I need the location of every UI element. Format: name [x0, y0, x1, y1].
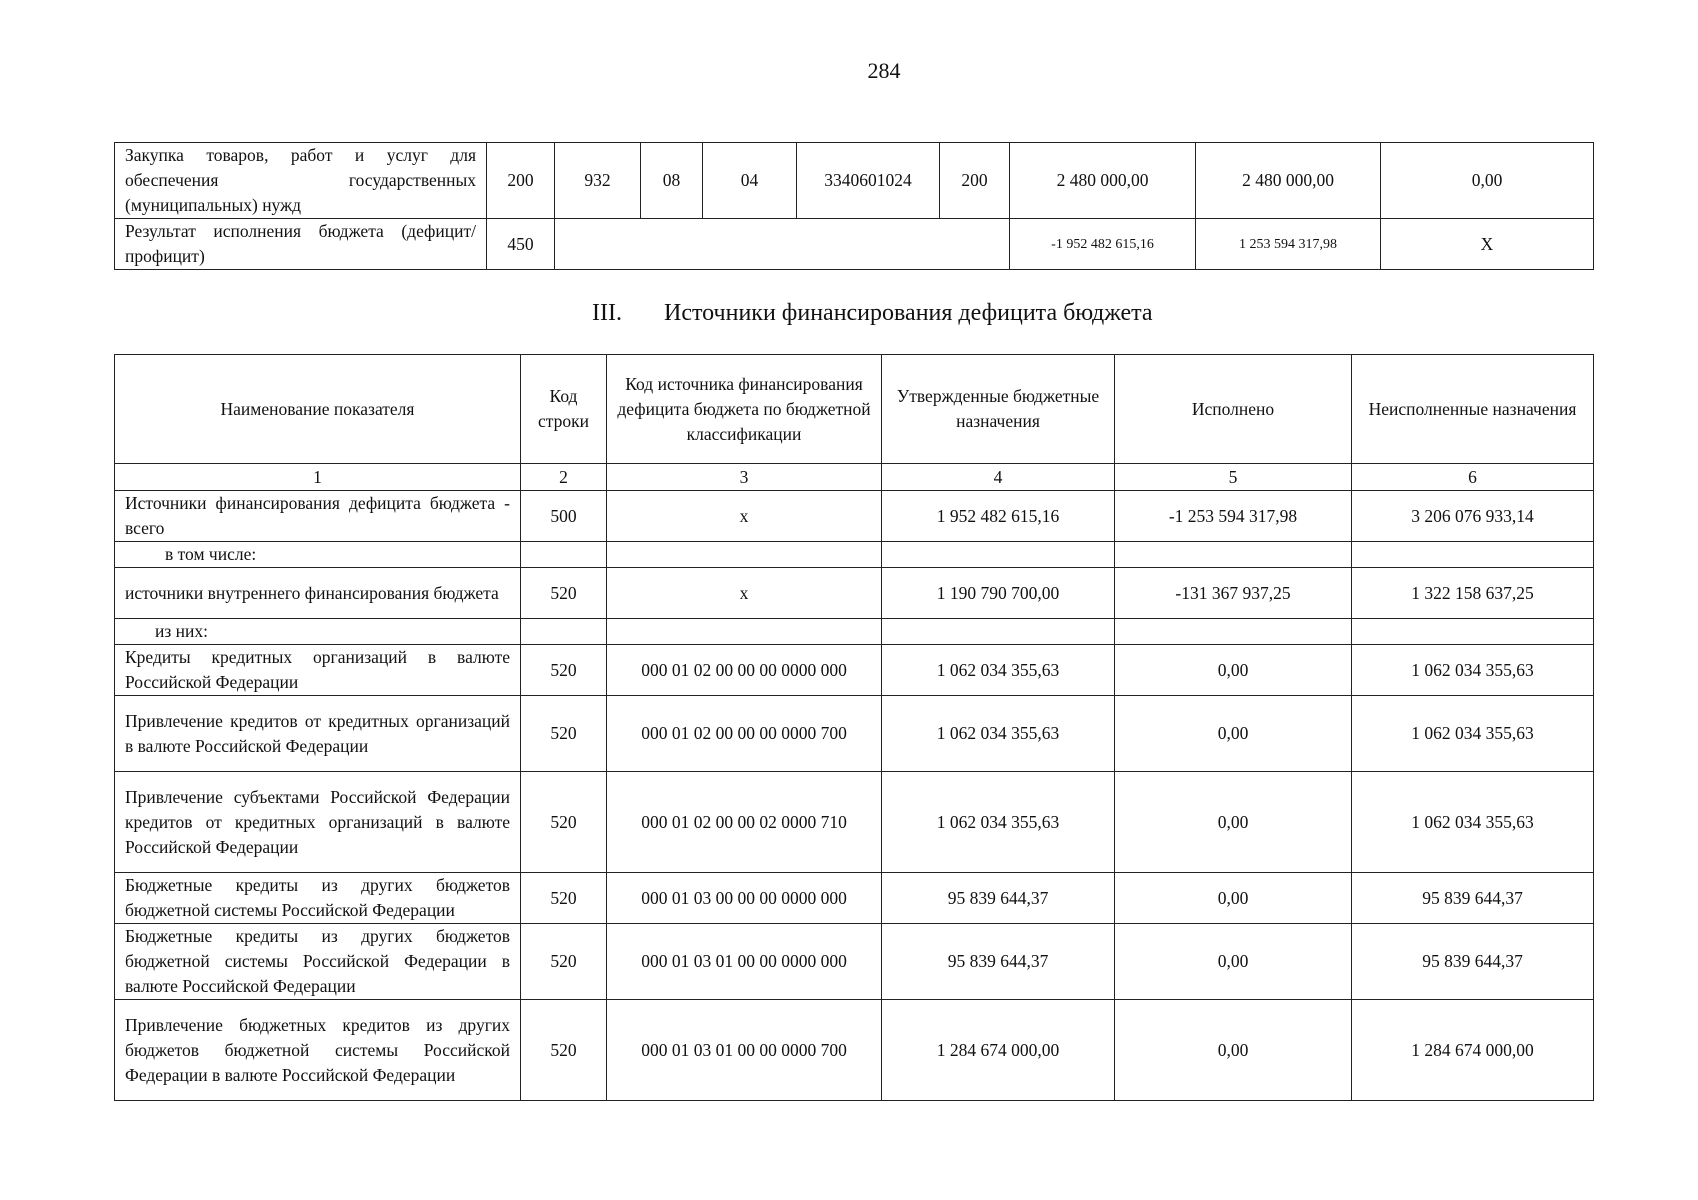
line-code: 520	[521, 924, 607, 1000]
approved-value: 1 062 034 355,63	[882, 696, 1115, 772]
header-executed: Исполнено	[1115, 355, 1352, 464]
row-name: Привлечение кредитов от кредитных организаций в валюте Российской Федерации	[115, 696, 521, 772]
code-part: 04	[703, 143, 797, 219]
executed-value: 0,00	[1115, 696, 1352, 772]
unexecuted-value: 1 062 034 355,63	[1352, 696, 1594, 772]
executed-value: 0,00	[1115, 924, 1352, 1000]
unexecuted-value: 0,00	[1381, 143, 1594, 219]
section-title: Источники финансирования дефицита бюджета	[664, 300, 1153, 326]
table-row	[115, 491, 1594, 542]
executed-value: -131 367 937,25	[1115, 568, 1352, 619]
header-unexecuted: Неисполненные назначения	[1352, 355, 1594, 464]
code-part: 08	[641, 143, 703, 219]
unexecuted-value: 1 284 674 000,00	[1352, 1000, 1594, 1101]
line-code: 520	[521, 568, 607, 619]
unexecuted-value: 95 839 644,37	[1352, 924, 1594, 1000]
source-code: 000 01 02 00 00 00 0000 700	[607, 696, 882, 772]
line-code: 200	[487, 143, 555, 219]
row-name: Результат исполнения бюджета (дефицит/профицит)	[115, 219, 487, 270]
header-name: Наименование показателя	[115, 355, 521, 464]
column-number: 4	[882, 464, 1115, 491]
row-name: Источники финансирования дефицита бюджета - всего	[115, 491, 521, 542]
code-part: 3340601024	[797, 143, 940, 219]
page-number: 284	[867, 58, 901, 83]
source-code: 000 01 02 00 00 00 0000 000	[607, 645, 882, 696]
row-name: Закупка товаров, работ и услуг для обеспечения государственных (муниципальных) нужд	[115, 143, 487, 219]
table-row	[115, 619, 1594, 645]
executed-value: 1 253 594 317,98	[1196, 219, 1381, 270]
row-name: Привлечение бюджетных кредитов из других бюджетов бюджетной системы Российской Федерации в валюте Российской Федерации	[115, 1000, 521, 1101]
section-heading	[592, 300, 1153, 327]
unexecuted-value: 95 839 644,37	[1352, 873, 1594, 924]
executed-value: 0,00	[1115, 645, 1352, 696]
approved-value: 2 480 000,00	[1010, 143, 1196, 219]
approved-value: 1 062 034 355,63	[882, 772, 1115, 873]
table-header-row	[115, 355, 1594, 464]
table-row	[115, 1000, 1594, 1101]
table-row	[115, 924, 1594, 1000]
table-row	[115, 219, 1594, 270]
line-code: 520	[521, 772, 607, 873]
unexecuted-value: 1 062 034 355,63	[1352, 645, 1594, 696]
unexecuted-value: 1 322 158 637,25	[1352, 568, 1594, 619]
table-row	[115, 542, 1594, 568]
code-part: 932	[555, 143, 641, 219]
section-number: III.	[592, 300, 622, 326]
line-code: 520	[521, 645, 607, 696]
row-name: в том числе:	[115, 542, 521, 568]
source-code: 000 01 02 00 00 02 0000 710	[607, 772, 882, 873]
table-row	[115, 873, 1594, 924]
source-code: 000 01 03 00 00 00 0000 000	[607, 873, 882, 924]
approved-value: 1 284 674 000,00	[882, 1000, 1115, 1101]
approved-value: 95 839 644,37	[882, 873, 1115, 924]
column-number: 2	[521, 464, 607, 491]
unexecuted-value: X	[1381, 219, 1594, 270]
column-numbers-row	[115, 464, 1594, 491]
row-name: Бюджетные кредиты из других бюджетов бюджетной системы Российской Федерации	[115, 873, 521, 924]
expenditure-table-continuation	[114, 142, 1594, 270]
executed-value: 0,00	[1115, 1000, 1352, 1101]
line-code: 520	[521, 873, 607, 924]
row-name: источники внутреннего финансирования бюджета	[115, 568, 521, 619]
table-row	[115, 772, 1594, 873]
row-name: Привлечение субъектами Российской Федерации кредитов от кредитных организаций в валюте Российской Федерации	[115, 772, 521, 873]
row-name: Бюджетные кредиты из других бюджетов бюджетной системы Российской Федерации в валюте Российской Федерации	[115, 924, 521, 1000]
source-code: х	[607, 568, 882, 619]
unexecuted-value: 3 206 076 933,14	[1352, 491, 1594, 542]
column-number: 1	[115, 464, 521, 491]
empty-merged-cell	[555, 219, 1010, 270]
approved-value: 1 062 034 355,63	[882, 645, 1115, 696]
column-number: 5	[1115, 464, 1352, 491]
row-name: из них:	[115, 619, 521, 645]
approved-value: 95 839 644,37	[882, 924, 1115, 1000]
table-row	[115, 568, 1594, 619]
line-code: 450	[487, 219, 555, 270]
executed-value: 0,00	[1115, 873, 1352, 924]
executed-value: 0,00	[1115, 772, 1352, 873]
financing-sources-table	[114, 354, 1594, 1101]
executed-value: -1 253 594 317,98	[1115, 491, 1352, 542]
table-row	[115, 143, 1594, 219]
executed-value: 2 480 000,00	[1196, 143, 1381, 219]
header-line-code: Код строки	[521, 355, 607, 464]
header-approved: Утвержденные бюджетные назначения	[882, 355, 1115, 464]
source-code: 000 01 03 01 00 00 0000 700	[607, 1000, 882, 1101]
line-code: 520	[521, 696, 607, 772]
approved-value: -1 952 482 615,16	[1010, 219, 1196, 270]
row-name: Кредиты кредитных организаций в валюте Российской Федерации	[115, 645, 521, 696]
unexecuted-value: 1 062 034 355,63	[1352, 772, 1594, 873]
line-code: 520	[521, 1000, 607, 1101]
line-code: 500	[521, 491, 607, 542]
approved-value: 1 190 790 700,00	[882, 568, 1115, 619]
code-part: 200	[940, 143, 1010, 219]
approved-value: 1 952 482 615,16	[882, 491, 1115, 542]
source-code: 000 01 03 01 00 00 0000 000	[607, 924, 882, 1000]
table-row	[115, 696, 1594, 772]
header-source-code: Код источника финансирования дефицита бюджета по бюджетной классификации	[607, 355, 882, 464]
source-code: х	[607, 491, 882, 542]
column-number: 6	[1352, 464, 1594, 491]
table-row	[115, 645, 1594, 696]
column-number: 3	[607, 464, 882, 491]
